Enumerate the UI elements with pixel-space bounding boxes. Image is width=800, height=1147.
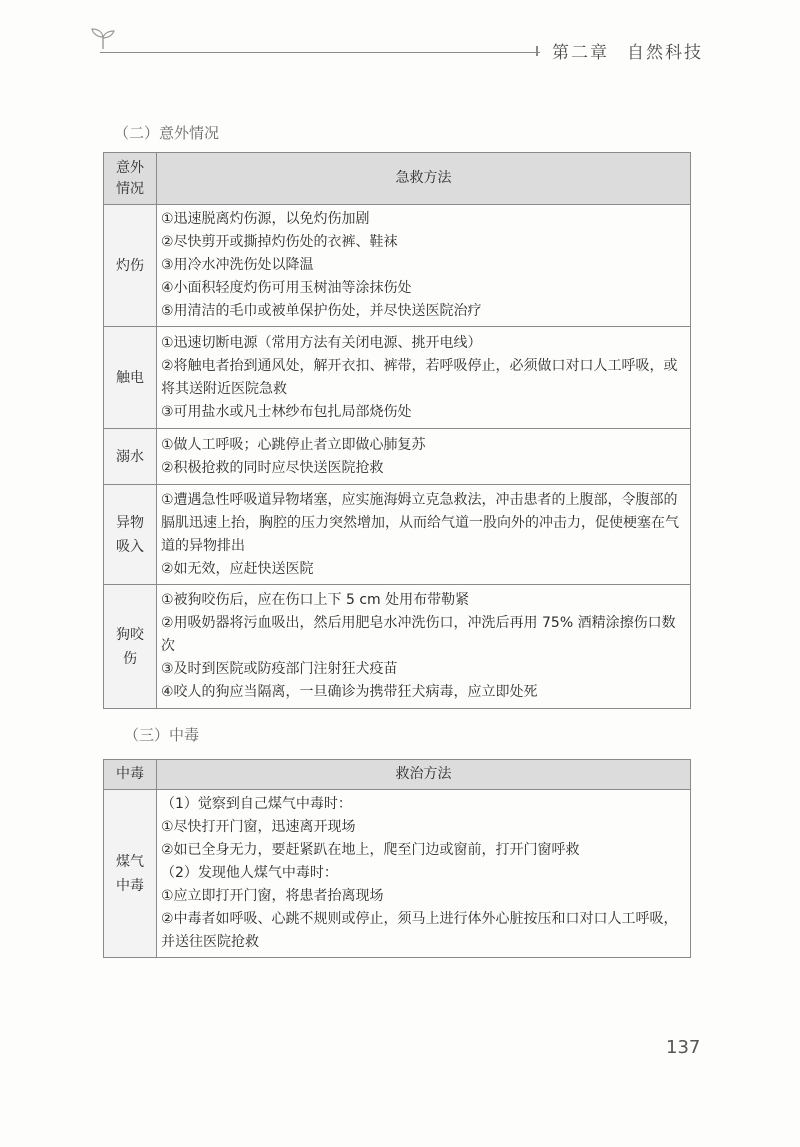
method-item: ②如已全身无力，要赶紧趴在地上，爬至门边或窗前，打开门窗呼救 [161, 842, 580, 858]
method-item: ②如无效，应赶快送医院 [161, 560, 314, 577]
table-row-burn [104, 205, 691, 327]
methods-cell [157, 205, 691, 327]
methods-cell [157, 585, 691, 709]
column-header-methods: 救治方法 [157, 760, 691, 790]
sprout-icon [90, 28, 116, 50]
column-header-category [104, 153, 157, 205]
header-text: 意外 情况 [116, 159, 144, 197]
method-item: ③用冷水冲洗伤处以降温 [161, 257, 314, 273]
table-row-gas-poisoning [104, 790, 691, 958]
table-row-foreign-body [104, 485, 691, 585]
methods-cell [157, 327, 691, 429]
chapter-number: 第二章 [552, 43, 609, 63]
section-title-poisoning: （三）中毒 [124, 726, 200, 744]
methods-cell [157, 485, 691, 585]
method-item: ④小面积轻度灼伤可用玉树油等涂抹伤处 [161, 280, 412, 296]
chapter-title [552, 38, 703, 63]
method-item: ③及时到医院或防疫部门注射狂犬疫苗 [161, 661, 398, 677]
method-item: ②中毒者如呼吸、心跳不规则或停止，须马上进行体外心脏按压和口对口人工呼吸，并送往医院抢救 [161, 911, 678, 950]
category-cell [104, 485, 157, 585]
table-header-row [104, 760, 691, 790]
method-item: ①尽快打开门窗，迅速离开现场 [161, 819, 356, 835]
column-header-methods: 急救方法 [157, 153, 691, 205]
category-cell: 触电 [104, 327, 157, 429]
accident-first-aid-table [103, 152, 691, 709]
method-item: ②积极抢救的同时应尽快送医院抢救 [161, 459, 384, 476]
method-item: ⑤用清洁的毛巾或被单保护伤处，并尽快送医院治疗 [161, 303, 482, 319]
method-item: ①被狗咬伤后，应在伤口上下 5 cm 处用布带勒紧 [161, 592, 470, 608]
method-item: （2）发现他人煤气中毒时： [161, 865, 338, 881]
category-text: 异物 吸入 [116, 514, 144, 555]
category-cell: 灼伤 [104, 205, 157, 327]
table-row-electric-shock [104, 327, 691, 429]
header-rule-tick [536, 46, 538, 56]
column-header-category: 中毒 [104, 760, 157, 790]
table-row-drowning [104, 429, 691, 485]
table-header-row [104, 153, 691, 205]
header-rule [100, 52, 540, 53]
method-item: ①应立即打开门窗，将患者抬离现场 [161, 888, 384, 904]
method-item: ①遭遇急性呼吸道异物堵塞，应实施海姆立克急救法，冲击患者的上腹部，令腹部的膈肌迅速上抬，胸腔的压力突然增加，从而给气道一股向外的冲击力，促使梗塞在气道的异物排出 [161, 491, 679, 554]
method-item: ①迅速脱离灼伤源，以免灼伤加剧 [161, 211, 370, 227]
method-item: ③可用盐水或凡士林纱布包扎局部烧伤处 [161, 403, 412, 420]
method-item: ①迅速切断电源（常用方法有关闭电源、挑开电线） [161, 334, 482, 351]
category-text: 煤气 中毒 [116, 853, 144, 894]
methods-cell [157, 790, 691, 958]
category-cell [104, 790, 157, 958]
method-item: ②用吸奶器将污血吸出，然后用肥皂水冲洗伤口，冲洗后再用 75% 酒精涂擦伤口数次 [161, 615, 676, 654]
method-item: ②尽快剪开或撕掉灼伤处的衣裤、鞋袜 [161, 234, 398, 250]
category-cell: 溺水 [104, 429, 157, 485]
category-text: 狗咬 伤 [116, 626, 144, 667]
method-item: ④咬人的狗应当隔离，一旦确诊为携带狂犬病毒，应立即处死 [161, 684, 538, 700]
page-number: 137 [666, 1037, 701, 1058]
method-item: ②将触电者抬到通风处，解开衣扣、裤带，若呼吸停止，必须做口对口人工呼吸，或将其送附近医院急救 [161, 357, 678, 397]
method-item: ①做人工呼吸；心跳停止者立即做心肺复苏 [161, 436, 426, 453]
chapter-name: 自然科技 [627, 43, 703, 63]
page-header [0, 0, 800, 80]
category-cell [104, 585, 157, 709]
table-row-dog-bite [104, 585, 691, 709]
section-title-accidents: （二）意外情况 [114, 124, 220, 142]
method-item: （1）觉察到自己煤气中毒时： [161, 796, 352, 812]
poisoning-first-aid-table [103, 759, 691, 958]
methods-cell [157, 429, 691, 485]
